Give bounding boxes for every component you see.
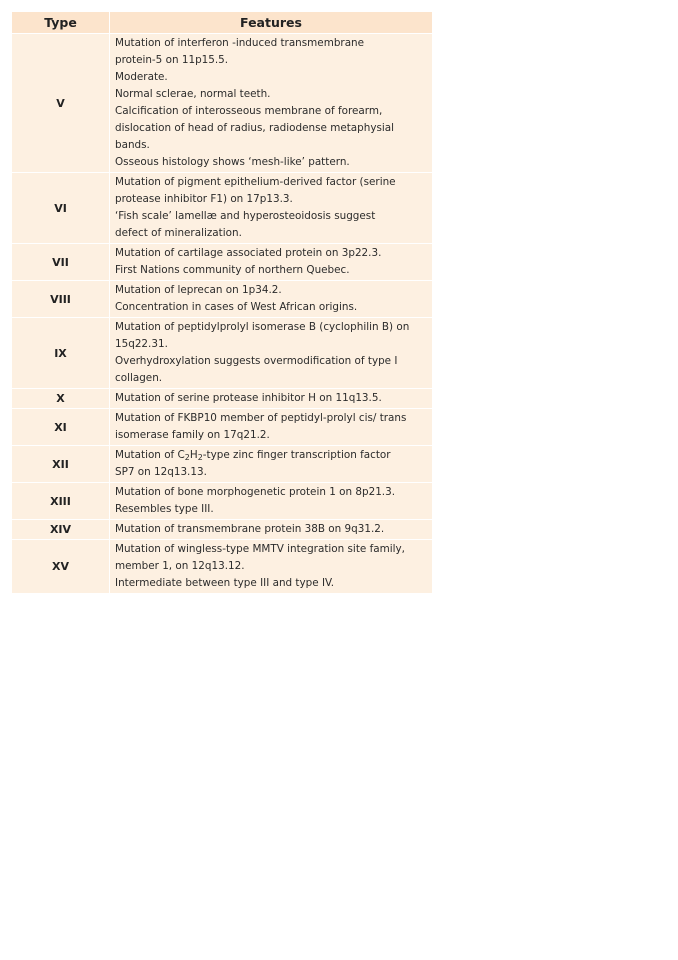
table-row <box>12 483 432 520</box>
feature-line: Mutation of FKBP10 member of peptidyl-prolyl cis/ trans <box>115 412 407 424</box>
type-cell: VII <box>12 244 110 281</box>
features-cell <box>110 281 432 318</box>
feature-line: Intermediate between type III and type IV. <box>115 577 335 589</box>
type-cell: XIV <box>12 520 110 540</box>
feature-text: -type zinc finger transcription factor <box>202 449 391 461</box>
feature-line: Moderate. <box>115 71 168 83</box>
table-row <box>12 409 432 446</box>
type-cell: XIII <box>12 483 110 520</box>
features-cell <box>110 173 432 244</box>
type-cell: XV <box>12 540 110 594</box>
feature-line: Mutation of peptidylprolyl isomerase B (cyclophilin B) on <box>115 321 410 333</box>
feature-line: Calcification of interosseous membrane of forearm, <box>115 105 383 117</box>
type-cell: XI <box>12 409 110 446</box>
feature-text: H <box>189 449 198 461</box>
feature-line <box>115 447 428 464</box>
feature-line: Mutation of serine protease inhibitor H on 11q13.5. <box>115 392 382 404</box>
feature-line: Osseous histology shows ‘mesh-like’ pattern. <box>115 156 350 168</box>
features-cell <box>110 540 432 594</box>
type-cell: V <box>12 34 110 173</box>
type-cell: X <box>12 389 110 409</box>
feature-line: Mutation of transmembrane protein 38B on 9q31.2. <box>115 523 385 535</box>
features-cell <box>110 409 432 446</box>
type-cell: IX <box>12 318 110 389</box>
feature-line: Mutation of bone morphogenetic protein 1 on 8p21.3. <box>115 486 396 498</box>
features-column-header: Features <box>110 12 432 34</box>
feature-line: Overhydroxylation suggests overmodification of type I <box>115 355 398 367</box>
feature-line: protein-5 on 11p15.5. <box>115 54 229 66</box>
subscript: 2 <box>184 453 190 462</box>
feature-line: defect of mineralization. <box>115 227 242 239</box>
feature-line: Resembles type III. <box>115 503 214 515</box>
table-row <box>12 34 432 173</box>
table-row <box>12 244 432 281</box>
table-row <box>12 389 432 409</box>
header-row <box>12 12 432 34</box>
feature-line: Concentration in cases of West African origins. <box>115 301 358 313</box>
feature-line: member 1, on 12q13.12. <box>115 560 245 572</box>
feature-line: Mutation of pigment epithelium-derived factor (serine <box>115 176 396 188</box>
features-cell <box>110 244 432 281</box>
feature-line: Mutation of wingless-type MMTV integration site family, <box>115 543 405 555</box>
feature-line: Mutation of interferon -induced transmembrane <box>115 37 365 49</box>
features-cell <box>110 483 432 520</box>
oi-types-table <box>12 12 432 594</box>
feature-line: protease inhibitor F1) on 17p13.3. <box>115 193 293 205</box>
type-cell: VIII <box>12 281 110 318</box>
subscript: 2 <box>197 453 203 462</box>
table-row <box>12 540 432 594</box>
type-column-header: Type <box>12 12 110 34</box>
feature-line: isomerase family on 17q21.2. <box>115 429 270 441</box>
features-cell <box>110 389 432 409</box>
feature-text: Mutation of C <box>115 449 185 461</box>
table-row <box>12 520 432 540</box>
table-row <box>12 173 432 244</box>
feature-line: collagen. <box>115 372 163 384</box>
features-cell <box>110 446 432 483</box>
feature-line: bands. <box>115 139 150 151</box>
type-cell: XII <box>12 446 110 483</box>
feature-line: SP7 on 12q13.13. <box>115 466 207 478</box>
table-row <box>12 318 432 389</box>
table-row <box>12 446 432 483</box>
type-cell: VI <box>12 173 110 244</box>
features-cell <box>110 520 432 540</box>
feature-line: First Nations community of northern Quebec. <box>115 264 350 276</box>
feature-line: Normal sclerae, normal teeth. <box>115 88 271 100</box>
feature-line: dislocation of head of radius, radiodense metaphysial <box>115 122 395 134</box>
features-cell <box>110 34 432 173</box>
features-cell <box>110 318 432 389</box>
oi-types-table-container <box>12 12 432 594</box>
feature-line: Mutation of cartilage associated protein on 3p22.3. <box>115 247 382 259</box>
table-row <box>12 281 432 318</box>
feature-line: 15q22.31. <box>115 338 168 350</box>
feature-line: Mutation of leprecan on 1p34.2. <box>115 284 282 296</box>
feature-line: ‘Fish scale’ lamellæ and hyperosteoidosis suggest <box>115 210 376 222</box>
